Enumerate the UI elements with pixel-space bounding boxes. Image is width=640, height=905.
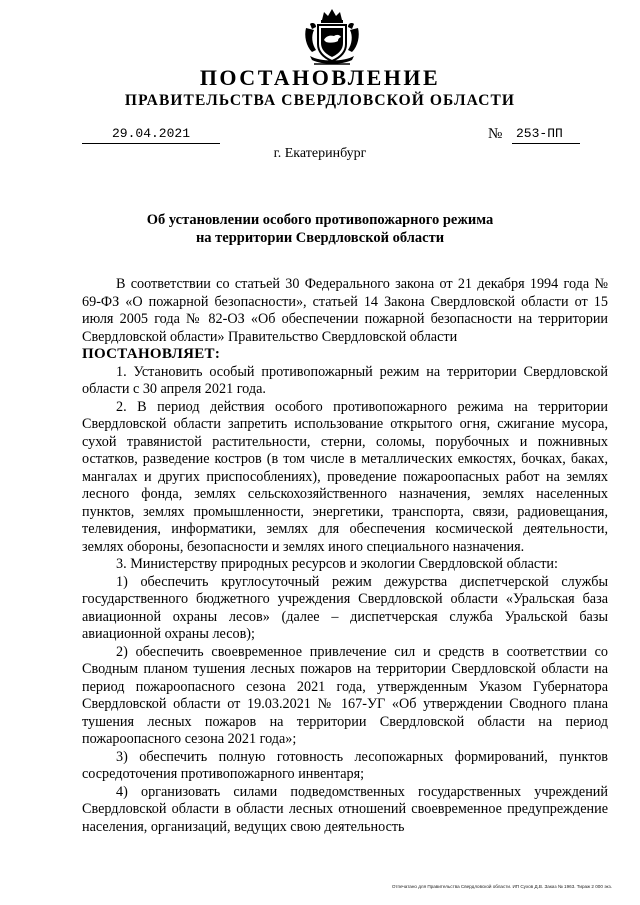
- document-title-line: Об установлении особого противопожарного режима: [146, 212, 494, 228]
- clause-3: 3. Министерству природных ресурсов и экологии Свердловской области:: [116, 556, 558, 572]
- clause-3-item-1: 1) обеспечить круглосуточный режим дежурства диспетчерской службы государственного бюджетного учреждения Свердловской области «Уральская база авиационной охраны лесов» (далее – диспетчерская служба Уральской базы авиационной охраны лесов);: [82, 573, 608, 642]
- preamble-paragraph: В соответствии со статьей 30 Федерального закона от 21 декабря 1994 года № 69-ФЗ «О пожарной безопасности», статьей 14 Закона Свердловской области от 15 июля 2005 года № 82-ОЗ «Об обеспечении пожарной безопасности на территории Свердловской области» Правительство Свердловской области: [82, 276, 608, 345]
- document-type-heading: ПОСТАНОВЛЕНИЕ: [199, 65, 441, 90]
- date-underline: [82, 143, 220, 144]
- sverdlovsk-coat-of-arms-icon: [300, 6, 364, 68]
- clause-1: 1. Установить особый противопожарный режим на территории Свердловской области с 30 апреля 2021 года.: [82, 363, 608, 397]
- document-title-line: на территории Свердловской области: [195, 230, 445, 246]
- number-sign: №: [488, 126, 503, 142]
- document-number: 253-ПП: [516, 126, 563, 141]
- number-underline: [512, 143, 580, 144]
- clause-3-item-3: 3) обеспечить полную готовность лесопожарных формирований, пунктов сосредоточения противопожарного инвентаря;: [82, 748, 608, 782]
- clause-2: 2. В период действия особого противопожарного режима на территории Свердловской области запретить использование открытого огня, сжигание мусора, сухой травянистой растительности, стерни, соломы, порубочных и пожнивных остатков, разведение костров (в том числе в металлических емкостях, бочках, баках, мангалах и других приспособлениях), проведение пожароопасных работ на землях лесного фонда, землях сельскохозяйственного назначения, землях населенных пунктов, землях промышленности, энергетики, транспорта, связи, радиовещания, телевидения, информатики, землях для обеспечения космической деятельности, землях обороны, безопасности и землях иного специального назначения.: [82, 398, 608, 555]
- document-body: [82, 276, 608, 836]
- issuer-heading: ПРАВИТЕЛЬСТВА СВЕРДЛОВСКОЙ ОБЛАСТИ: [124, 92, 516, 109]
- document-date: 29.04.2021: [111, 126, 190, 141]
- city: г. Екатеринбург: [273, 146, 367, 161]
- document-title: [60, 211, 580, 247]
- printer-imprint: Отпечатано для Правительства Свердловской области. ИП Сухов Д.В. Заказ № 1963. Тираж 2 000 экз.: [391, 884, 612, 889]
- decree-word: ПОСТАНОВЛЯЕТ:: [82, 346, 221, 362]
- clause-3-item-4: 4) организовать силами подведомственных государственных учреждений Свердловской области в области лесных отношений своевременное предупреждение населения, организаций, ведущих свою деятельность: [82, 783, 608, 835]
- clause-3-item-2: 2) обеспечить своевременное привлечение сил и средств в соответствии со Сводным планом тушения лесных пожаров на территории Свердловской области на период пожароопасного сезона 2021 года, утвержденным Указом Губернатора Свердловской области от 19.03.2021 № 167-УГ «Об утверждении Сводного плана тушения лесных пожаров на территории Свердловской области на период пожароопасного сезона 2021 года»;: [82, 643, 608, 747]
